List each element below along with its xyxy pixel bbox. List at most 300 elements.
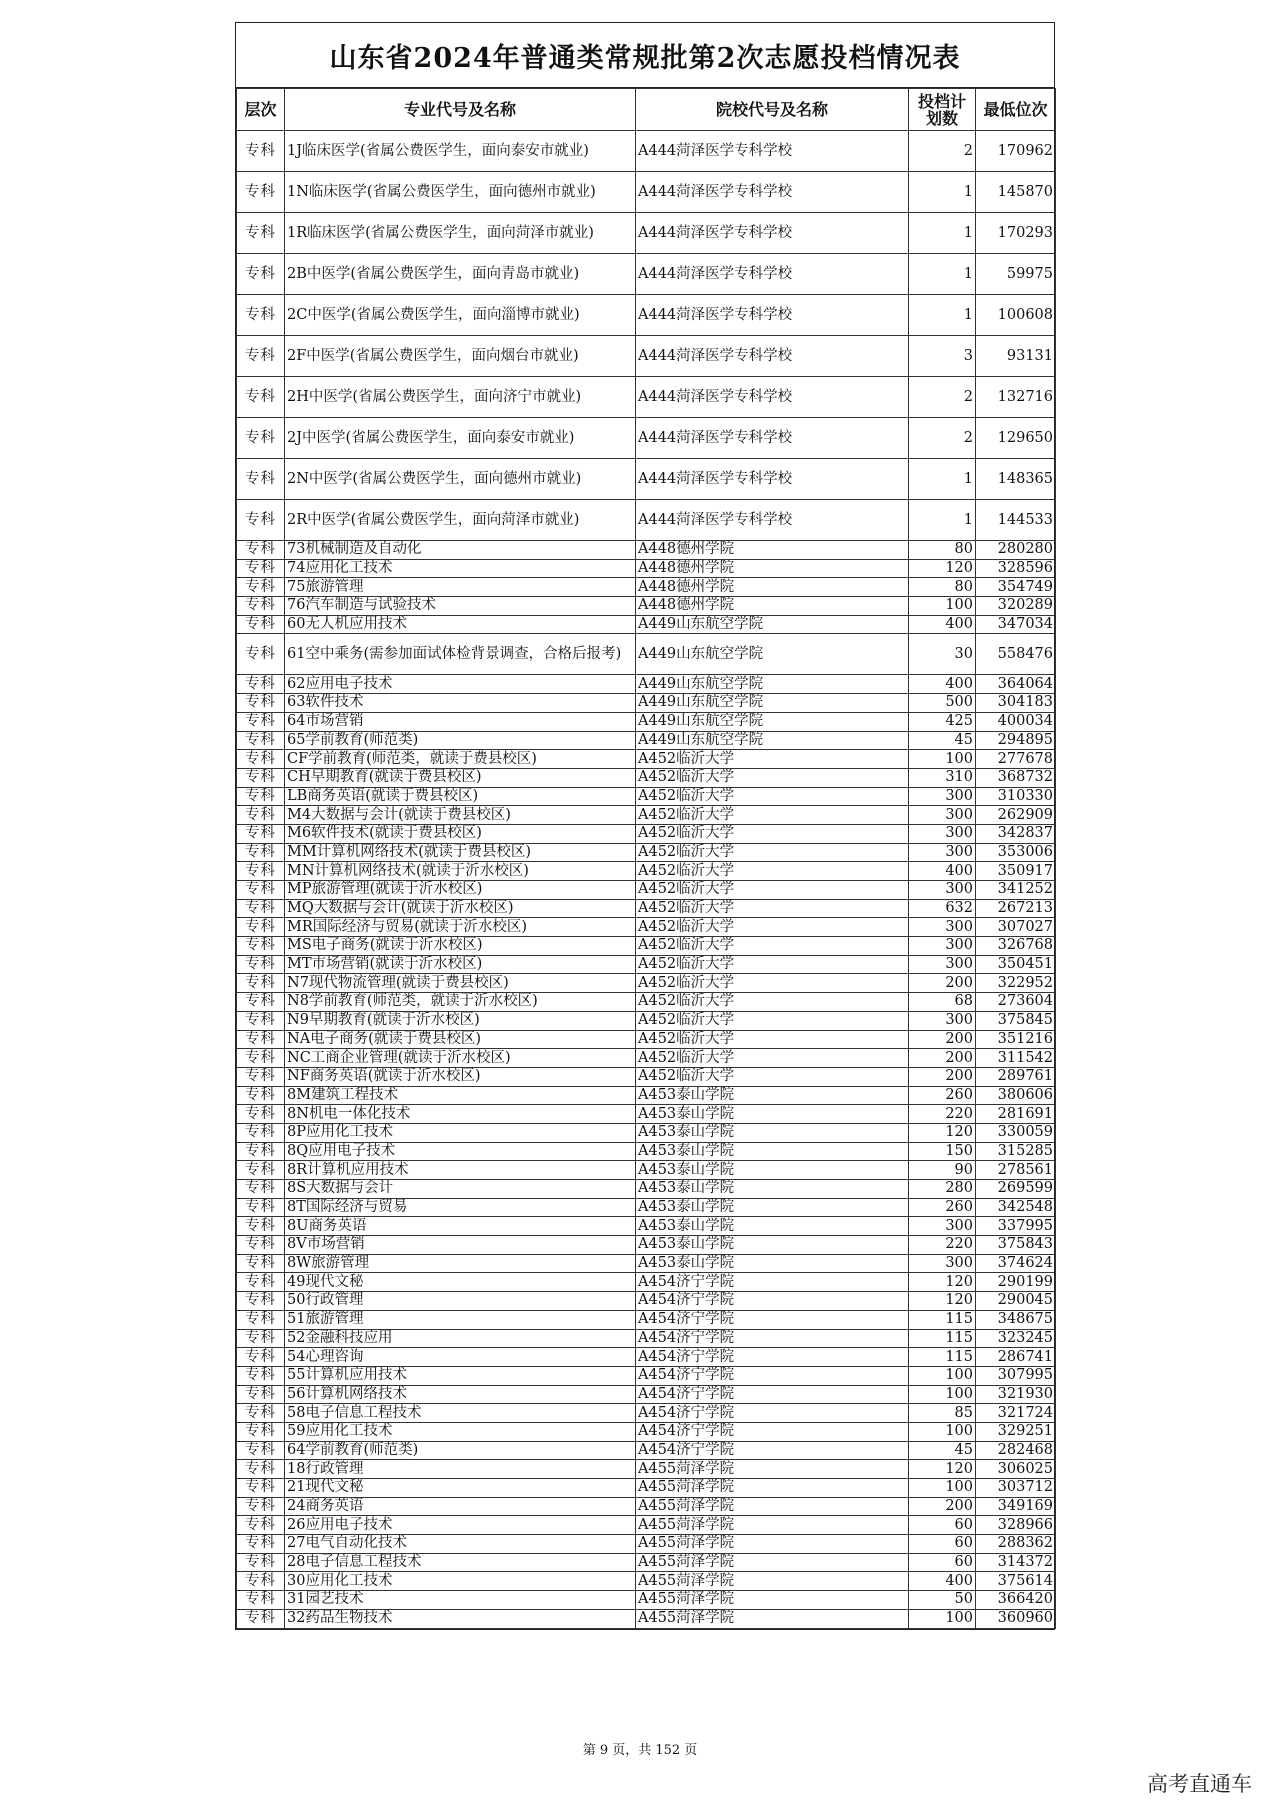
- cell-school: A454济宁学院: [636, 1348, 909, 1367]
- cell-major: 2N中医学(省属公费医学生，面向德州市就业): [285, 459, 636, 500]
- cell-rank: 315285: [976, 1142, 1056, 1161]
- cell-major: 8P应用化工技术: [285, 1123, 636, 1142]
- cell-rank: 93131: [976, 336, 1056, 377]
- cell-school: A448德州学院: [636, 541, 909, 560]
- table-row: [237, 731, 1056, 750]
- table-row: [237, 615, 1056, 634]
- cell-rank: 129650: [976, 418, 1056, 459]
- table-row: [237, 824, 1056, 843]
- cell-plan: 100: [909, 1609, 976, 1628]
- cell-level: 专科: [237, 578, 285, 597]
- cell-major: 21现代文秘: [285, 1479, 636, 1498]
- header-level: 层次: [237, 89, 285, 131]
- cell-plan: 1: [909, 172, 976, 213]
- cell-school: A453泰山学院: [636, 1161, 909, 1180]
- cell-plan: 310: [909, 768, 976, 787]
- cell-major: M4大数据与会计(就读于费县校区): [285, 806, 636, 825]
- cell-rank: 328966: [976, 1516, 1056, 1535]
- cell-school: A452临沂大学: [636, 1049, 909, 1068]
- cell-major: CF学前教育(师范类，就读于费县校区): [285, 750, 636, 769]
- cell-level: 专科: [237, 937, 285, 956]
- cell-level: 专科: [237, 172, 285, 213]
- cell-school: A449山东航空学院: [636, 712, 909, 731]
- cell-level: 专科: [237, 1030, 285, 1049]
- cell-major: 1R临床医学(省属公费医学生，面向菏泽市就业): [285, 213, 636, 254]
- cell-school: A452临沂大学: [636, 899, 909, 918]
- cell-plan: 1: [909, 500, 976, 541]
- cell-school: A455菏泽学院: [636, 1479, 909, 1498]
- cell-rank: 328596: [976, 559, 1056, 578]
- cell-major: 2C中医学(省属公费医学生，面向淄博市就业): [285, 295, 636, 336]
- table-row: [237, 213, 1056, 254]
- cell-plan: 200: [909, 1497, 976, 1516]
- cell-plan: 115: [909, 1310, 976, 1329]
- cell-major: CH早期教育(就读于费县校区): [285, 768, 636, 787]
- table-row: [237, 1198, 1056, 1217]
- cell-level: 专科: [237, 1460, 285, 1479]
- table-row: [237, 937, 1056, 956]
- cell-rank: 321724: [976, 1404, 1056, 1423]
- cell-level: 专科: [237, 843, 285, 862]
- cell-rank: 360960: [976, 1609, 1056, 1628]
- cell-rank: 366420: [976, 1591, 1056, 1610]
- cell-level: 专科: [237, 1254, 285, 1273]
- cell-level: 专科: [237, 862, 285, 881]
- cell-plan: 300: [909, 937, 976, 956]
- cell-plan: 85: [909, 1404, 976, 1423]
- cell-plan: 68: [909, 993, 976, 1012]
- cell-rank: 100608: [976, 295, 1056, 336]
- cell-school: A452临沂大学: [636, 993, 909, 1012]
- cell-plan: 500: [909, 694, 976, 713]
- cell-school: A448德州学院: [636, 578, 909, 597]
- cell-rank: 148365: [976, 459, 1056, 500]
- cell-school: A444菏泽医学专科学校: [636, 172, 909, 213]
- cell-major: 31园艺技术: [285, 1591, 636, 1610]
- cell-rank: 290045: [976, 1292, 1056, 1311]
- cell-plan: 120: [909, 1273, 976, 1292]
- table-row: [237, 500, 1056, 541]
- cell-level: 专科: [237, 974, 285, 993]
- cell-rank: 353006: [976, 843, 1056, 862]
- cell-school: A452临沂大学: [636, 1067, 909, 1086]
- cell-major: 63软件技术: [285, 694, 636, 713]
- cell-plan: 200: [909, 1030, 976, 1049]
- watermark-text: 高考直通车: [1147, 1772, 1252, 1796]
- cell-level: 专科: [237, 1609, 285, 1628]
- table-row: [237, 918, 1056, 937]
- cell-level: 专科: [237, 254, 285, 295]
- cell-school: A455菏泽学院: [636, 1553, 909, 1572]
- cell-rank: 170962: [976, 131, 1056, 172]
- cell-plan: 280: [909, 1180, 976, 1199]
- table-row: [237, 1460, 1056, 1479]
- cell-level: 专科: [237, 750, 285, 769]
- cell-rank: 350917: [976, 862, 1056, 881]
- cell-plan: 115: [909, 1329, 976, 1348]
- cell-level: 专科: [237, 1348, 285, 1367]
- cell-plan: 400: [909, 1572, 976, 1591]
- cell-major: 2R中医学(省属公费医学生，面向菏泽市就业): [285, 500, 636, 541]
- table-row: [237, 1441, 1056, 1460]
- cell-major: 74应用化工技术: [285, 559, 636, 578]
- cell-school: A453泰山学院: [636, 1142, 909, 1161]
- table-row: [237, 418, 1056, 459]
- cell-plan: 115: [909, 1348, 976, 1367]
- cell-major: 64学前教育(师范类): [285, 1441, 636, 1460]
- cell-rank: 400034: [976, 712, 1056, 731]
- cell-major: 2F中医学(省属公费医学生，面向烟台市就业): [285, 336, 636, 377]
- cell-plan: 45: [909, 1441, 976, 1460]
- cell-level: 专科: [237, 1049, 285, 1068]
- cell-rank: 375845: [976, 1011, 1056, 1030]
- cell-major: 54心理咨询: [285, 1348, 636, 1367]
- cell-major: 8V市场营销: [285, 1236, 636, 1255]
- cell-rank: 269599: [976, 1180, 1056, 1199]
- cell-level: 专科: [237, 806, 285, 825]
- cell-plan: 120: [909, 1123, 976, 1142]
- cell-level: 专科: [237, 459, 285, 500]
- cell-level: 专科: [237, 1497, 285, 1516]
- cell-school: A448德州学院: [636, 597, 909, 616]
- table-row: [237, 862, 1056, 881]
- cell-plan: 300: [909, 1254, 976, 1273]
- cell-level: 专科: [237, 1535, 285, 1554]
- cell-plan: 300: [909, 1011, 976, 1030]
- cell-school: A455菏泽学院: [636, 1591, 909, 1610]
- cell-plan: 425: [909, 712, 976, 731]
- cell-plan: 400: [909, 615, 976, 634]
- cell-plan: 300: [909, 881, 976, 900]
- cell-plan: 300: [909, 806, 976, 825]
- cell-level: 专科: [237, 768, 285, 787]
- cell-major: 30应用化工技术: [285, 1572, 636, 1591]
- table-row: [237, 675, 1056, 694]
- cell-major: 8M建筑工程技术: [285, 1086, 636, 1105]
- table-row: [237, 1030, 1056, 1049]
- cell-level: 专科: [237, 1273, 285, 1292]
- cell-major: 55计算机应用技术: [285, 1366, 636, 1385]
- cell-major: 18行政管理: [285, 1460, 636, 1479]
- table-row: [237, 1292, 1056, 1311]
- table-row: [237, 694, 1056, 713]
- cell-rank: 306025: [976, 1460, 1056, 1479]
- cell-plan: 1: [909, 254, 976, 295]
- table-row: [237, 1497, 1056, 1516]
- table-row: [237, 1217, 1056, 1236]
- cell-major: 60无人机应用技术: [285, 615, 636, 634]
- cell-school: A444菏泽医学专科学校: [636, 418, 909, 459]
- cell-school: A455菏泽学院: [636, 1497, 909, 1516]
- cell-level: 专科: [237, 1553, 285, 1572]
- table-row: [237, 1086, 1056, 1105]
- cell-plan: 260: [909, 1086, 976, 1105]
- cell-school: A444菏泽医学专科学校: [636, 377, 909, 418]
- cell-plan: 300: [909, 918, 976, 937]
- cell-major: LB商务英语(就读于费县校区): [285, 787, 636, 806]
- cell-rank: 311542: [976, 1049, 1056, 1068]
- cell-school: A452临沂大学: [636, 974, 909, 993]
- table-row: [237, 806, 1056, 825]
- cell-rank: 350451: [976, 955, 1056, 974]
- cell-plan: 100: [909, 1366, 976, 1385]
- cell-school: A444菏泽医学专科学校: [636, 213, 909, 254]
- cell-rank: 144533: [976, 500, 1056, 541]
- cell-school: A453泰山学院: [636, 1198, 909, 1217]
- cell-level: 专科: [237, 694, 285, 713]
- cell-plan: 100: [909, 750, 976, 769]
- cell-rank: 354749: [976, 578, 1056, 597]
- cell-level: 专科: [237, 634, 285, 675]
- cell-school: A449山东航空学院: [636, 634, 909, 675]
- cell-rank: 277678: [976, 750, 1056, 769]
- cell-level: 专科: [237, 1198, 285, 1217]
- cell-school: A455菏泽学院: [636, 1516, 909, 1535]
- cell-school: A449山东航空学院: [636, 615, 909, 634]
- table-row: [237, 131, 1056, 172]
- table-row: [237, 1254, 1056, 1273]
- cell-school: A452临沂大学: [636, 918, 909, 937]
- cell-level: 专科: [237, 1479, 285, 1498]
- cell-major: 73机械制造及自动化: [285, 541, 636, 560]
- cell-major: 76汽车制造与试验技术: [285, 597, 636, 616]
- cell-plan: 80: [909, 578, 976, 597]
- cell-level: 专科: [237, 418, 285, 459]
- cell-level: 专科: [237, 377, 285, 418]
- cell-plan: 90: [909, 1161, 976, 1180]
- cell-rank: 349169: [976, 1497, 1056, 1516]
- cell-school: A454济宁学院: [636, 1366, 909, 1385]
- cell-major: 8S大数据与会计: [285, 1180, 636, 1199]
- cell-major: 27电气自动化技术: [285, 1535, 636, 1554]
- table-row: [237, 578, 1056, 597]
- cell-rank: 375614: [976, 1572, 1056, 1591]
- cell-school: A444菏泽医学专科学校: [636, 459, 909, 500]
- table-header-row: [237, 89, 1056, 131]
- cell-rank: 278561: [976, 1161, 1056, 1180]
- cell-plan: 60: [909, 1553, 976, 1572]
- cell-major: MP旅游管理(就读于沂水校区): [285, 881, 636, 900]
- table-row: [237, 1049, 1056, 1068]
- cell-school: A452临沂大学: [636, 824, 909, 843]
- cell-school: A453泰山学院: [636, 1180, 909, 1199]
- cell-major: 8Q应用电子技术: [285, 1142, 636, 1161]
- cell-rank: 132716: [976, 377, 1056, 418]
- cell-major: 50行政管理: [285, 1292, 636, 1311]
- cell-level: 专科: [237, 1310, 285, 1329]
- cell-major: NC工商企业管理(就读于沂水校区): [285, 1049, 636, 1068]
- table-row: [237, 712, 1056, 731]
- cell-major: 56计算机网络技术: [285, 1385, 636, 1404]
- cell-rank: 267213: [976, 899, 1056, 918]
- cell-major: MR国际经济与贸易(就读于沂水校区): [285, 918, 636, 937]
- cell-rank: 558476: [976, 634, 1056, 675]
- cell-major: N9早期教育(就读于沂水校区): [285, 1011, 636, 1030]
- cell-rank: 347034: [976, 615, 1056, 634]
- cell-plan: 150: [909, 1142, 976, 1161]
- table-row: [237, 1011, 1056, 1030]
- cell-rank: 323245: [976, 1329, 1056, 1348]
- cell-plan: 120: [909, 1460, 976, 1479]
- cell-level: 专科: [237, 1385, 285, 1404]
- cell-rank: 368732: [976, 768, 1056, 787]
- cell-major: 59应用化工技术: [285, 1422, 636, 1441]
- cell-major: 2J中医学(省属公费医学生，面向泰安市就业): [285, 418, 636, 459]
- table-body: [237, 131, 1056, 1629]
- cell-school: A453泰山学院: [636, 1236, 909, 1255]
- cell-major: 64市场营销: [285, 712, 636, 731]
- cell-rank: 330059: [976, 1123, 1056, 1142]
- cell-plan: 300: [909, 787, 976, 806]
- cell-rank: 380606: [976, 1086, 1056, 1105]
- cell-major: 8W旅游管理: [285, 1254, 636, 1273]
- cell-school: A444菏泽医学专科学校: [636, 131, 909, 172]
- admission-table-sheet: [235, 22, 1055, 1630]
- cell-plan: 200: [909, 974, 976, 993]
- cell-plan: 300: [909, 1217, 976, 1236]
- table-row: [237, 974, 1056, 993]
- cell-school: A454济宁学院: [636, 1385, 909, 1404]
- table-row: [237, 377, 1056, 418]
- cell-plan: 100: [909, 1385, 976, 1404]
- cell-school: A444菏泽医学专科学校: [636, 254, 909, 295]
- table-row: [237, 955, 1056, 974]
- cell-rank: 375843: [976, 1236, 1056, 1255]
- table-row: [237, 1516, 1056, 1535]
- cell-level: 专科: [237, 1067, 285, 1086]
- cell-major: 51旅游管理: [285, 1310, 636, 1329]
- header-plan: 投档计划数: [909, 89, 976, 131]
- table-row: [237, 1273, 1056, 1292]
- cell-level: 专科: [237, 1292, 285, 1311]
- cell-school: A454济宁学院: [636, 1441, 909, 1460]
- cell-major: MN计算机网络技术(就读于沂水校区): [285, 862, 636, 881]
- cell-level: 专科: [237, 918, 285, 937]
- cell-major: 52金融科技应用: [285, 1329, 636, 1348]
- table-row: [237, 172, 1056, 213]
- table-row: [237, 1142, 1056, 1161]
- cell-major: 28电子信息工程技术: [285, 1553, 636, 1572]
- cell-rank: 281691: [976, 1105, 1056, 1124]
- cell-level: 专科: [237, 597, 285, 616]
- cell-school: A454济宁学院: [636, 1404, 909, 1423]
- cell-plan: 632: [909, 899, 976, 918]
- table-row: [237, 750, 1056, 769]
- cell-school: A454济宁学院: [636, 1422, 909, 1441]
- cell-major: 61空中乘务(需参加面试体检背景调查，合格后报考): [285, 634, 636, 675]
- table-row: [237, 295, 1056, 336]
- table-row: [237, 843, 1056, 862]
- cell-major: NF商务英语(就读于沂水校区): [285, 1067, 636, 1086]
- cell-plan: 60: [909, 1516, 976, 1535]
- cell-level: 专科: [237, 993, 285, 1012]
- cell-rank: 262909: [976, 806, 1056, 825]
- cell-level: 专科: [237, 1422, 285, 1441]
- cell-rank: 337995: [976, 1217, 1056, 1236]
- cell-school: A454济宁学院: [636, 1292, 909, 1311]
- cell-plan: 100: [909, 1479, 976, 1498]
- cell-rank: 286741: [976, 1348, 1056, 1367]
- table-row: [237, 1553, 1056, 1572]
- table-row: [237, 787, 1056, 806]
- cell-school: A452临沂大学: [636, 937, 909, 956]
- table-row: [237, 559, 1056, 578]
- cell-plan: 220: [909, 1236, 976, 1255]
- cell-school: A455菏泽学院: [636, 1572, 909, 1591]
- cell-level: 专科: [237, 336, 285, 377]
- cell-plan: 3: [909, 336, 976, 377]
- cell-major: 8T国际经济与贸易: [285, 1198, 636, 1217]
- page-title: 山东省2024年普通类常规批第2次志愿投档情况表: [236, 23, 1054, 88]
- cell-school: A452临沂大学: [636, 787, 909, 806]
- cell-school: A454济宁学院: [636, 1310, 909, 1329]
- cell-school: A448德州学院: [636, 559, 909, 578]
- cell-rank: 289761: [976, 1067, 1056, 1086]
- cell-level: 专科: [237, 675, 285, 694]
- cell-plan: 1: [909, 295, 976, 336]
- cell-school: A452临沂大学: [636, 768, 909, 787]
- cell-level: 专科: [237, 881, 285, 900]
- cell-rank: 280280: [976, 541, 1056, 560]
- cell-level: 专科: [237, 1142, 285, 1161]
- cell-rank: 329251: [976, 1422, 1056, 1441]
- cell-school: A449山东航空学院: [636, 694, 909, 713]
- cell-plan: 220: [909, 1105, 976, 1124]
- cell-plan: 1: [909, 213, 976, 254]
- cell-level: 专科: [237, 1366, 285, 1385]
- cell-plan: 400: [909, 675, 976, 694]
- cell-school: A444菏泽医学专科学校: [636, 500, 909, 541]
- cell-school: A449山东航空学院: [636, 731, 909, 750]
- cell-school: A452临沂大学: [636, 1011, 909, 1030]
- table-row: [237, 1236, 1056, 1255]
- cell-rank: 374624: [976, 1254, 1056, 1273]
- cell-level: 专科: [237, 824, 285, 843]
- cell-plan: 50: [909, 1591, 976, 1610]
- cell-school: A444菏泽医学专科学校: [636, 295, 909, 336]
- cell-level: 专科: [237, 1086, 285, 1105]
- cell-school: A455菏泽学院: [636, 1609, 909, 1628]
- cell-plan: 300: [909, 955, 976, 974]
- cell-rank: 342548: [976, 1198, 1056, 1217]
- cell-school: A452临沂大学: [636, 843, 909, 862]
- cell-school: A455菏泽学院: [636, 1535, 909, 1554]
- cell-school: A449山东航空学院: [636, 675, 909, 694]
- table-row: [237, 1067, 1056, 1086]
- cell-school: A452临沂大学: [636, 806, 909, 825]
- table-row: [237, 459, 1056, 500]
- cell-major: 8N机电一体化技术: [285, 1105, 636, 1124]
- table-row: [237, 899, 1056, 918]
- admission-table: [236, 88, 1056, 1629]
- cell-plan: 100: [909, 597, 976, 616]
- table-row: [237, 1422, 1056, 1441]
- cell-plan: 80: [909, 541, 976, 560]
- cell-rank: 326768: [976, 937, 1056, 956]
- cell-major: 32药品生物技术: [285, 1609, 636, 1628]
- cell-school: A453泰山学院: [636, 1105, 909, 1124]
- cell-level: 专科: [237, 213, 285, 254]
- cell-major: N7现代物流管理(就读于费县校区): [285, 974, 636, 993]
- cell-rank: 145870: [976, 172, 1056, 213]
- cell-rank: 303712: [976, 1479, 1056, 1498]
- cell-major: 75旅游管理: [285, 578, 636, 597]
- cell-rank: 320289: [976, 597, 1056, 616]
- table-row: [237, 1609, 1056, 1628]
- cell-level: 专科: [237, 1123, 285, 1142]
- cell-rank: 304183: [976, 694, 1056, 713]
- cell-school: A452临沂大学: [636, 1030, 909, 1049]
